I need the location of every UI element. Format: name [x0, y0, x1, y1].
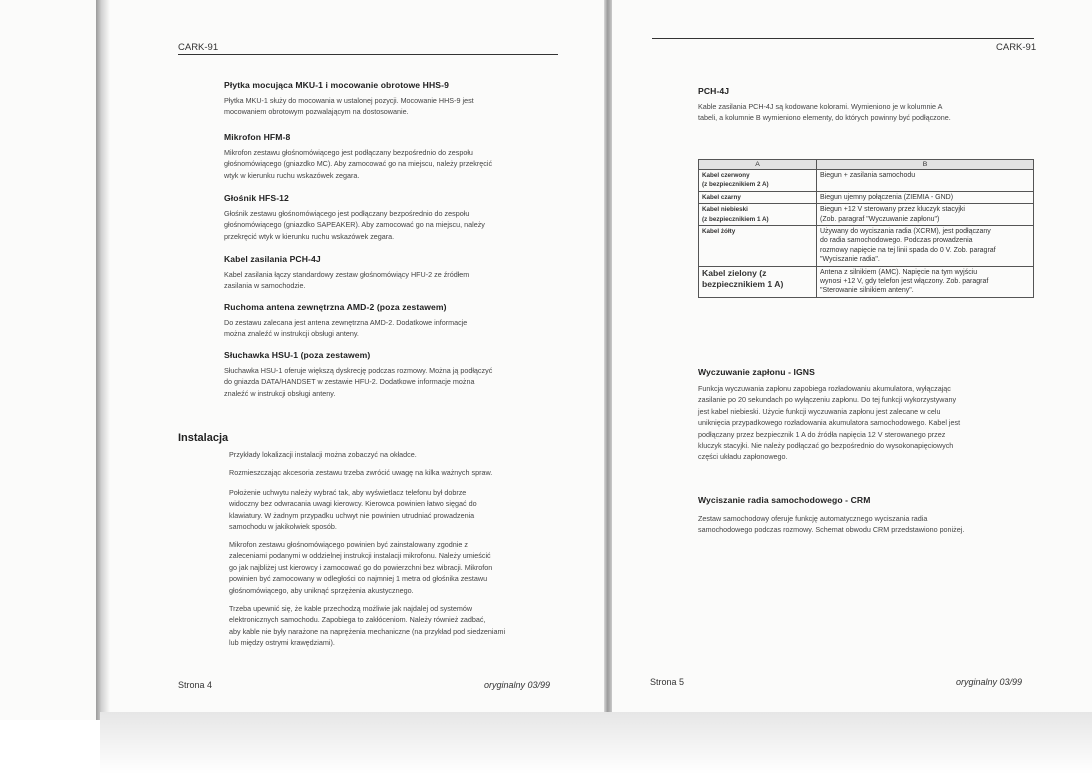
text-line: Kable zasilania PCH-4J są kodowane kolorami. Wymieniono je w kolumnie A [698, 102, 943, 111]
pch-title: PCH-4J [698, 86, 730, 96]
text-line: (z bezpiecznikiem 2 A) [702, 181, 769, 189]
text-line: widoczny bez odwracania uwagi kierowcy. Kierowca powinien łatwo sięgać do [229, 499, 477, 509]
text-line: Kabel zielony (z [702, 267, 767, 278]
text-line: go jak najbliżej ust kierowcy i zamocować go do powierzchni bez wibracji. Mikrofon [229, 562, 493, 572]
bottom-shadow [100, 712, 1092, 774]
section-title: Kabel zasilania PCH-4J [224, 254, 321, 264]
text-line: Mikrofon zestawu głośnomówiącego jest podłączany bezpośrednio do zespołu [224, 148, 473, 157]
text-line: (Zob. paragraf "Wyczuwanie zapłonu") [820, 215, 940, 223]
text-line: samochodowego podczas rozmowy. Schemat obwodu CRM przedstawiono poniżej. [698, 525, 965, 535]
cable-connection-cell [817, 170, 1034, 192]
section-title: Ruchoma antena zewnętrzna AMD-2 (poza zestawem) [224, 302, 447, 312]
text-line: bezpiecznikiem 1 A) [702, 278, 784, 289]
text-line: lub między ostrymi krawędziami). [229, 638, 335, 648]
text-line: zaleceniami podanymi w oddzielnej instrukcji instalacji mikrofonu. Należy umieścić [229, 551, 491, 561]
left-page-edge-shadow [96, 0, 110, 720]
text-line: Biegun + zasilania samochodu [820, 172, 916, 179]
igns-description [698, 383, 960, 463]
book-gutter [604, 0, 612, 722]
text-line: Biegun ujemny połączenia (ZIEMIA - GND) [820, 193, 954, 201]
text-line: głośnomówiącego (gniazdko SAPEAKER). Aby zamocować go na miejscu, należy [224, 220, 485, 230]
igns-title: Wyczuwanie zapłonu - IGNS [698, 367, 815, 377]
section-text [224, 208, 485, 242]
text-line: tabeli, a kolumnie B wymieniono elementy, do których powinny być podłączone. [698, 113, 951, 123]
right-header-rule [652, 38, 1034, 39]
section-text [224, 95, 474, 118]
left-header: CARK-91 [178, 42, 219, 53]
text-line: Kabel czerwony [702, 172, 750, 179]
table-row [699, 204, 1034, 226]
install-paragraph [229, 449, 417, 460]
text-line: rozmowy napięcie na tej linii spada do 0 V. Zob. paragraf [820, 246, 996, 254]
text-line: można znaleźć w instrukcji obsługi anteny. [224, 329, 359, 339]
install-title: Instalacja [178, 432, 229, 444]
cable-name-cell [699, 170, 817, 192]
text-line: Antena z silnikiem (AMC). Napięcie na tym wyjściu [820, 268, 978, 276]
cable-name-cell [699, 226, 817, 267]
section-title: Płytka mocująca MKU-1 i mocowanie obrotowe HHS-9 [224, 80, 449, 90]
text-line: podłączany przez bezpiecznik 1 A do źródła napięcia 12 V sterowanego przez [698, 429, 946, 439]
text-line: Mikrofon zestawu głośnomówiącego powinien być zainstalowany zgodnie z [229, 540, 468, 549]
install-paragraph [229, 539, 492, 596]
right-header: CARK-91 [996, 42, 1037, 53]
text-line: głośnomówiącego (gniazdko MC). Aby zamocować go na miejscu, należy przekręcić [224, 159, 493, 169]
text-line: wynosi +12 V, gdy telefon jest włączony. Zob. paragraf [820, 278, 989, 286]
install-paragraph [229, 487, 477, 533]
section-text [224, 147, 492, 181]
text-line: jest kabel niebieski. Użycie funkcji wyczuwania zapłonu jest zalecane w celu [698, 406, 941, 416]
crm-description [698, 513, 964, 536]
cable-name-cell [699, 204, 817, 226]
install-paragraph [229, 467, 492, 478]
right-footer-page: Strona 5 [650, 677, 685, 687]
text-line: Kabel żółty [702, 228, 736, 236]
text-line: "Wyciszanie radia". [820, 256, 880, 264]
text-line: Płytka MKU-1 służy do mocowania w ustalonej pozycji. Mocowanie HHS-9 jest [224, 96, 474, 105]
text-line: Używany do wyciszania radia (XCRM), jest podłączany [820, 228, 991, 236]
text-line: Głośnik zestawu głośnomówiącego jest podłączany bezpośrednio do zespołu [224, 209, 470, 218]
text-line: do gniazda DATA/HANDSET w zestawie HFU-2. Dodatkowe informacje można [224, 377, 475, 387]
table-row [699, 191, 1034, 203]
right-footer-version: oryginalny 03/99 [956, 677, 1023, 687]
cable-connection-cell [817, 191, 1034, 203]
text-line: zasilania w samochodzie. [224, 281, 306, 291]
section-text [224, 317, 467, 340]
text-line: głośnomówiącego, aby uniknąć sprzężenia akustycznego. [229, 585, 414, 595]
left-footer-page: Strona 4 [178, 680, 213, 690]
text-line: Przykłady lokalizacji instalacji można zobaczyć na okładce. [229, 450, 417, 459]
text-line: Biegun +12 V sterowany przez kluczyk stacyjki [820, 206, 965, 214]
text-line: mocowaniem obrotowym pozwalającym na dostosowanie. [224, 107, 409, 117]
section-title: Mikrofon HFM-8 [224, 132, 291, 142]
text-line: klawiatury. W żadnym przypadku uchwyt nie powinien utrudniać prowadzenia [229, 510, 475, 520]
text-line: powinien być zamocowany w odległości co najmniej 1 metra od głośnika zestawu [229, 574, 488, 584]
section-text [224, 269, 469, 292]
text-line: przekręcić wtyk w kierunku ruchu wskazówek zegara. [224, 231, 395, 241]
text-line: Kabel zasilania łączy standardowy zestaw głośnomówiący HFU-2 ze źródłem [224, 270, 470, 279]
text-line: elektronicznych samochodu. Zapobiega to zakłóceniom. Należy również zadbać, [229, 615, 486, 625]
text-line: części układu zapłonowego. [698, 452, 788, 462]
text-line: wtyk w kierunku ruchu wskazówek zegara. [224, 170, 360, 180]
section-title: Słuchawka HSU-1 (poza zestawem) [224, 350, 371, 360]
text-line: Położenie uchwytu należy wybrać tak, aby wyświetlacz telefonu był dobrze [229, 488, 467, 497]
table-row [699, 226, 1034, 267]
crm-title: Wyciszanie radia samochodowego - CRM [698, 495, 871, 505]
text-line: uniknięcia przypadkowego rozładowania akumulatora samochodowego. Kabel jest [698, 418, 961, 428]
text-line: Zestaw samochodowy oferuje funkcję automatycznego wyciszania radia [698, 514, 928, 523]
table-header-a: A [699, 160, 817, 170]
table-row [699, 266, 1034, 297]
text-line: znaleźć w instrukcji obsługi anteny. [224, 388, 336, 398]
text-line: Trzeba upewnić się, że kable przechodzą możliwie jak najdalej od systemów [229, 604, 473, 613]
left-header-rule [178, 54, 558, 55]
cable-connection-cell [817, 226, 1034, 267]
text-line: Kabel czarny [702, 193, 741, 201]
text-line: Do zestawu zalecana jest antena zewnętrzna AMD-2. Dodatkowe informacje [224, 318, 468, 327]
text-line: aby kable nie były narażone na naprężenia mechaniczne (na przykład pod siedzeniami [229, 626, 506, 636]
text-line: samochodu w jakikolwiek sposób. [229, 522, 337, 532]
cable-name-cell [699, 191, 817, 203]
text-line: do radia samochodowego. Podczas prowadzenia [820, 237, 973, 245]
section-title: Głośnik HFS-12 [224, 193, 289, 203]
text-line: Rozmieszczając akcesoria zestawu trzeba zwrócić uwagę na kilka ważnych spraw. [229, 468, 493, 477]
text-line: "Sterowanie silnikiem anteny". [820, 287, 914, 295]
text-line: kluczyk stacyjki. Nie należy podłączać go bezpośrednio do wysokonapięciowych [698, 441, 954, 451]
text-line: (z bezpiecznikiem 1 A) [702, 215, 769, 223]
pch-description [698, 101, 951, 124]
left-footer-version: oryginalny 03/99 [484, 680, 551, 690]
install-paragraph [229, 603, 505, 649]
cable-name-cell [699, 266, 817, 297]
section-text [224, 365, 492, 399]
table-row [699, 170, 1034, 192]
text-line: Słuchawka HSU-1 oferuje większą dyskrecję podczas rozmowy. Można ją podłączyć [224, 366, 493, 375]
cable-connection-cell [817, 204, 1034, 226]
cable-table [698, 159, 1034, 298]
table-header-b: B [817, 160, 1034, 170]
text-line: Kabel niebieski [702, 206, 748, 214]
text-line: Funkcja wyczuwania zapłonu zapobiega rozładowaniu akumulatora, wyłączając [698, 384, 951, 393]
cable-connection-cell [817, 266, 1034, 297]
text-line: zasilanie po 20 sekundach po wyłączeniu zapłonu. Do tej funkcji wykorzystywany [698, 395, 957, 405]
